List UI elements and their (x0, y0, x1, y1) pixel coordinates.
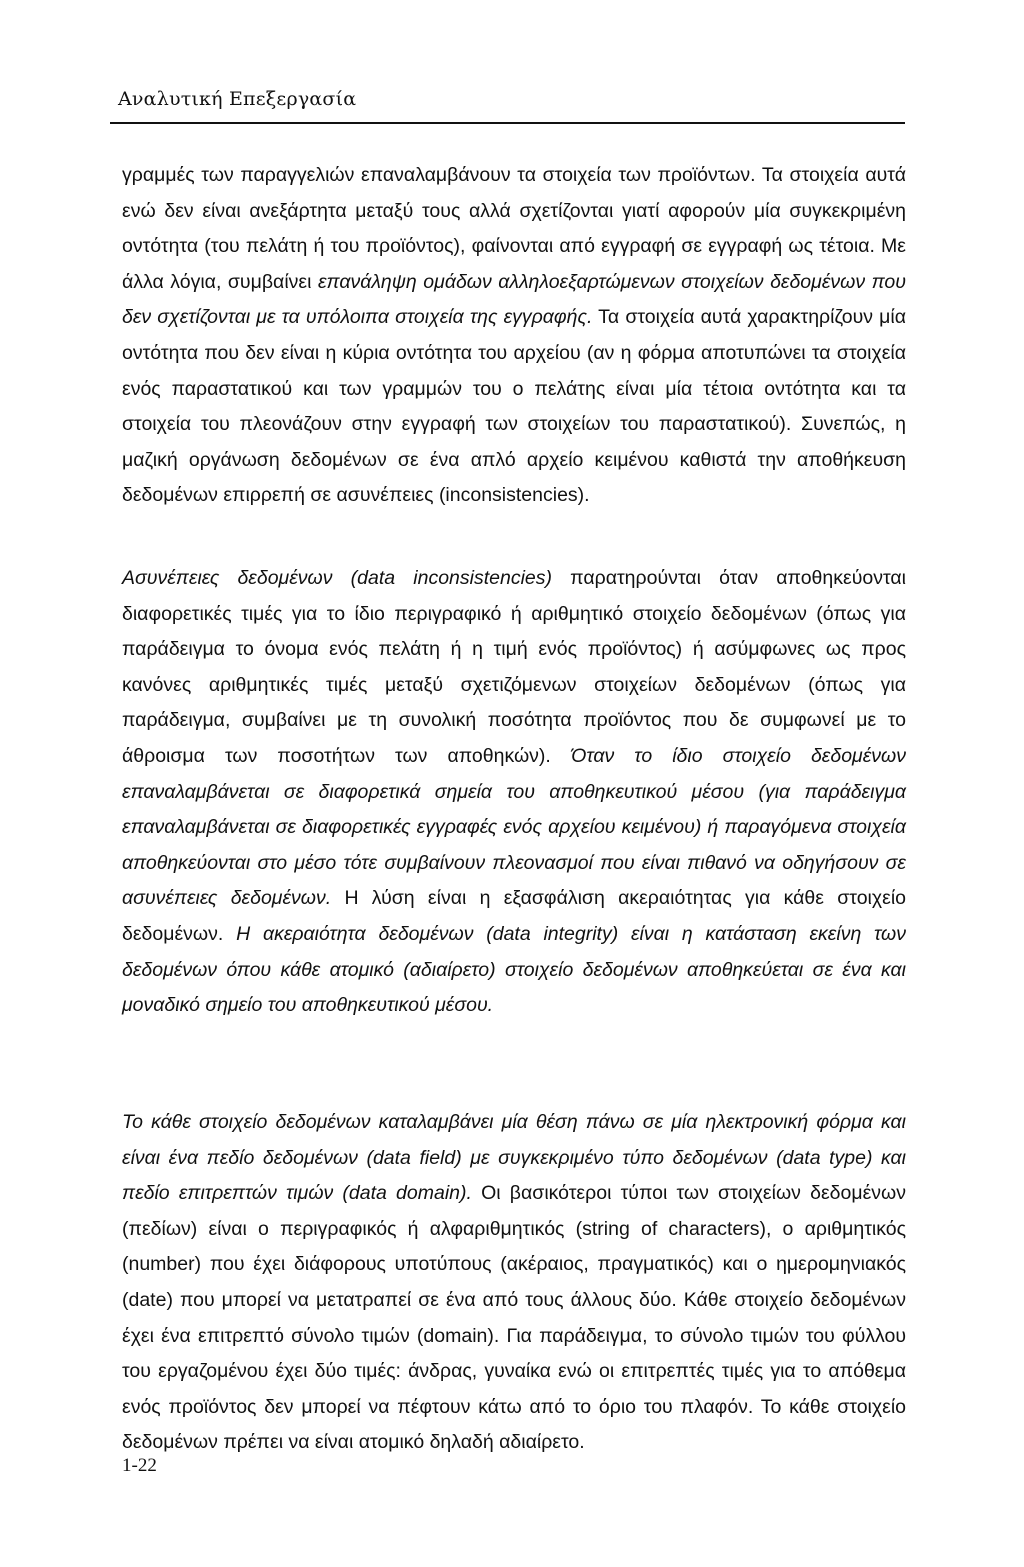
paragraph-3-text: Οι βασικότεροι τύποι των στοιχείων δεδομένων (πεδίων) είναι ο περιγραφικός ή αλφαριθμητικός (string of characters), ο αριθμητικός (number) που έχει διάφορους υποτύπους (ακέραιος, πραγματικός) και ο ημερομηνιακός (date) που μπορεί να μετατραπεί σε ένα από τους άλλους δύο. Κάθε στοιχείο δεδομένων έχει ένα επιτρεπτό σύνολο τιμών (domain). Για παράδειγμα, το σύνολο τιμών του φύλλου του εργαζομένου έχει δύο τιμές: άνδρας, γυναίκα ενώ οι επιτρεπτές τιμές για το απόθεμα ενός προϊόντος δεν μπορεί να πέφτουν κάτω από το όριο του πλαφόν. Το κάθε στοιχείο δεδομένων πρέπει να είναι ατομικό δηλαδή αδιαίρετο. (122, 1182, 907, 1454)
paragraph-2-emphasis-redundancy: Όταν το ίδιο στοιχείο δεδομένων επαναλαμβάνεται σε διαφορετικά σημεία του αποθηκευτικού μέσου (για παράδειγμα επαναλαμβάνεται σε διαφορετικές εγγραφές ενός αρχείου κειμένου) ή παραγόμενα στοιχεία αποθηκεύονται στο μέσο τότε συμβαίνουν πλεονασμοί που είναι πιθανό να οδηγήσουν σε ασυνέπειες δεδομένων. (122, 744, 906, 910)
paragraph-2-definition-integrity: Η ακεραιότητα δεδομένων (data integrity) είναι η κατάσταση εκείνη των δεδομένων όπου κάθε ατομικό (αδιαίρετο) στοιχείο δεδομένων αποθηκεύεται σε ένα και μοναδικό σημείο του αποθηκευτικού μέσου. (122, 922, 906, 1017)
paragraph-2-text-a: παρατηρούνται όταν αποθηκεύονται διαφορετικές τιμές για το ίδιο περιγραφικό ή αριθμητικό στοιχείο δεδομένων (όπως για παράδειγμα το όνομα ενός πελάτη ή η τιμή ενός προϊόντος) ή ασύμφωνες ως προς κανόνες αριθμητικές τιμές μεταξύ σχετιζόμενων στοιχείων δεδομένων (όπως για παράδειγμα, συμβαίνει με τη συνολική ποσότητα προϊόντος που δε συμφωνεί με το άθροισμα των ποσοτήτων των αποθηκών). (122, 567, 906, 767)
paragraph-2-text-b: Η λύση είναι η εξασφάλιση ακεραιότητας για κάθε στοιχείο δεδομένων. (122, 887, 906, 945)
paragraph-1-text-b: Τα στοιχεία αυτά χαρακτηρίζουν μία οντότητα που δεν είναι η κύρια οντότητα του αρχείου (αν η φόρμα αποτυπώνει τα στοιχεία ενός παραστατικού και των γραμμών του ο πελάτης είναι μία τέτοια οντότητα και τα στοιχεία του πλεονάζουν στην εγγραφή των στοιχείων του παραστατικού). Συνεπώς, η μαζική οργάνωση δεδομένων σε ένα απλό αρχείο κειμένου καθιστά την αποθήκευση δεδομένων επιρρεπή σε ασυνέπειες (inconsistencies). (122, 306, 907, 507)
paragraph-3-definition-field: Το κάθε στοιχείο δεδομένων καταλαμβάνει μία θέση πάνω σε μία ηλεκτρονική φόρμα και είναι ένα πεδίο δεδομένων (data field) με συγκεκριμένο τύπο δεδομένων (data type) και πεδίο επιτρεπτών τιμών (data domain). (122, 1111, 906, 1205)
paragraph-1-emphasis-repetition: επανάληψη ομάδων αλληλοεξαρτώμενων στοιχείων δεδομένων που δεν σχετίζονται με τα υπόλοιπα στοιχεία της εγγραφής. (122, 270, 906, 329)
paragraph-1 (122, 158, 906, 514)
running-header: Αναλυτική Επεξεργασία (118, 88, 357, 110)
paragraph-2 (122, 561, 906, 1024)
paragraph-1-text-a: γραμμές των παραγγελιών επαναλαμβάνουν τα στοιχεία των προϊόντων. Τα στοιχεία αυτά ενώ δεν είναι ανεξάρτητα μεταξύ τους αλλά σχετίζονται γιατί αφορούν μία συγκεκριμένη οντότητα (του πελάτη ή του προϊόντος), φαίνονται από εγγραφή σε εγγραφή ως τέτοια. Με άλλα λόγια, συμβαίνει (122, 164, 906, 293)
header-rule (110, 122, 905, 124)
paragraph-3 (122, 1105, 906, 1461)
page-number: 1-22 (122, 1455, 157, 1476)
paragraph-2-term-inconsistencies: Ασυνέπειες δεδομένων (data inconsistencies) (122, 567, 552, 589)
